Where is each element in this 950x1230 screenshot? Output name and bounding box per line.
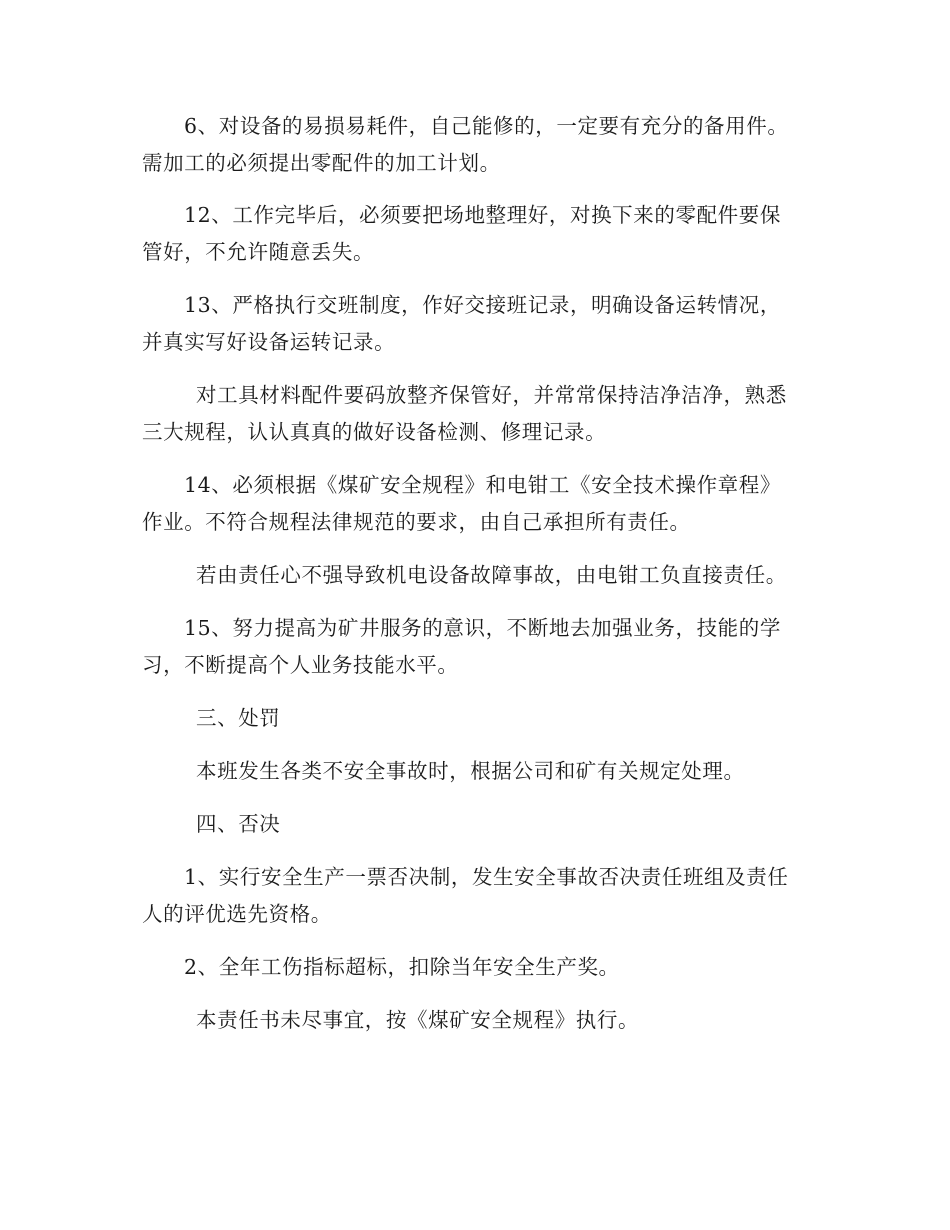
- text-line: 三大规程，认认真真的做好设备检测、修理记录。: [142, 420, 607, 444]
- section-heading-penalty: [142, 700, 810, 737]
- text-line: 管好，不允许随意丢失。: [142, 240, 375, 264]
- paragraph-item-6: [142, 108, 810, 182]
- text-line: 并真实写好设备运转记录。: [142, 330, 396, 354]
- paragraph-closing: [142, 1002, 810, 1039]
- text-line: 13、严格执行交班制度，作好交接班记录，明确设备运转情况，: [184, 293, 781, 317]
- text-line: 6、对设备的易损易耗件，自己能修的，一定要有充分的备用件。: [184, 114, 789, 138]
- text-line: 本责任书未尽事宜，按《煤矿安全规程》执行。: [196, 1008, 640, 1032]
- paragraph-tools-materials: [142, 377, 810, 451]
- text-line: 14、必须根据《煤矿安全规程》和电钳工《安全技术操作章程》: [184, 473, 781, 497]
- paragraph-item-15: [142, 610, 810, 684]
- text-line: 2、全年工伤指标超标，扣除当年安全生产奖。: [184, 955, 620, 979]
- text-line: 习，不断提高个人业务技能水平。: [142, 653, 459, 677]
- text-line: 若由责任心不强导致机电设备故障事故，由电钳工负直接责任。: [196, 563, 787, 587]
- paragraph-responsibility: [142, 557, 810, 594]
- text-line: 需加工的必须提出零配件的加工计划。: [142, 151, 501, 175]
- text-line: 15、努力提高为矿井服务的意识，不断地去加强业务，技能的学: [184, 616, 781, 640]
- text-line: 作业。不符合规程法律规范的要求，由自己承担所有责任。: [142, 510, 691, 534]
- text-line: 三、处罚: [196, 706, 281, 730]
- text-line: 对工具材料配件要码放整齐保管好，并常常保持洁净洁净，熟悉: [196, 383, 787, 407]
- text-line: 1、实行安全生产一票否决制，发生安全事故否决责任班组及责任: [184, 865, 789, 889]
- paragraph-veto-1: [142, 859, 810, 933]
- text-line: 四、否决: [196, 812, 281, 836]
- paragraph-veto-2: [142, 949, 810, 986]
- text-line: 12、工作完毕后，必须要把场地整理好，对换下来的零配件要保: [184, 203, 781, 227]
- paragraph-item-13: [142, 287, 810, 361]
- paragraph-penalty: [142, 753, 810, 790]
- text-line: 人的评优选先资格。: [142, 902, 332, 926]
- text-line: 本班发生各类不安全事故时，根据公司和矿有关规定处理。: [196, 759, 745, 783]
- section-heading-veto: [142, 806, 810, 843]
- paragraph-item-12: [142, 197, 810, 271]
- paragraph-item-14: [142, 467, 810, 541]
